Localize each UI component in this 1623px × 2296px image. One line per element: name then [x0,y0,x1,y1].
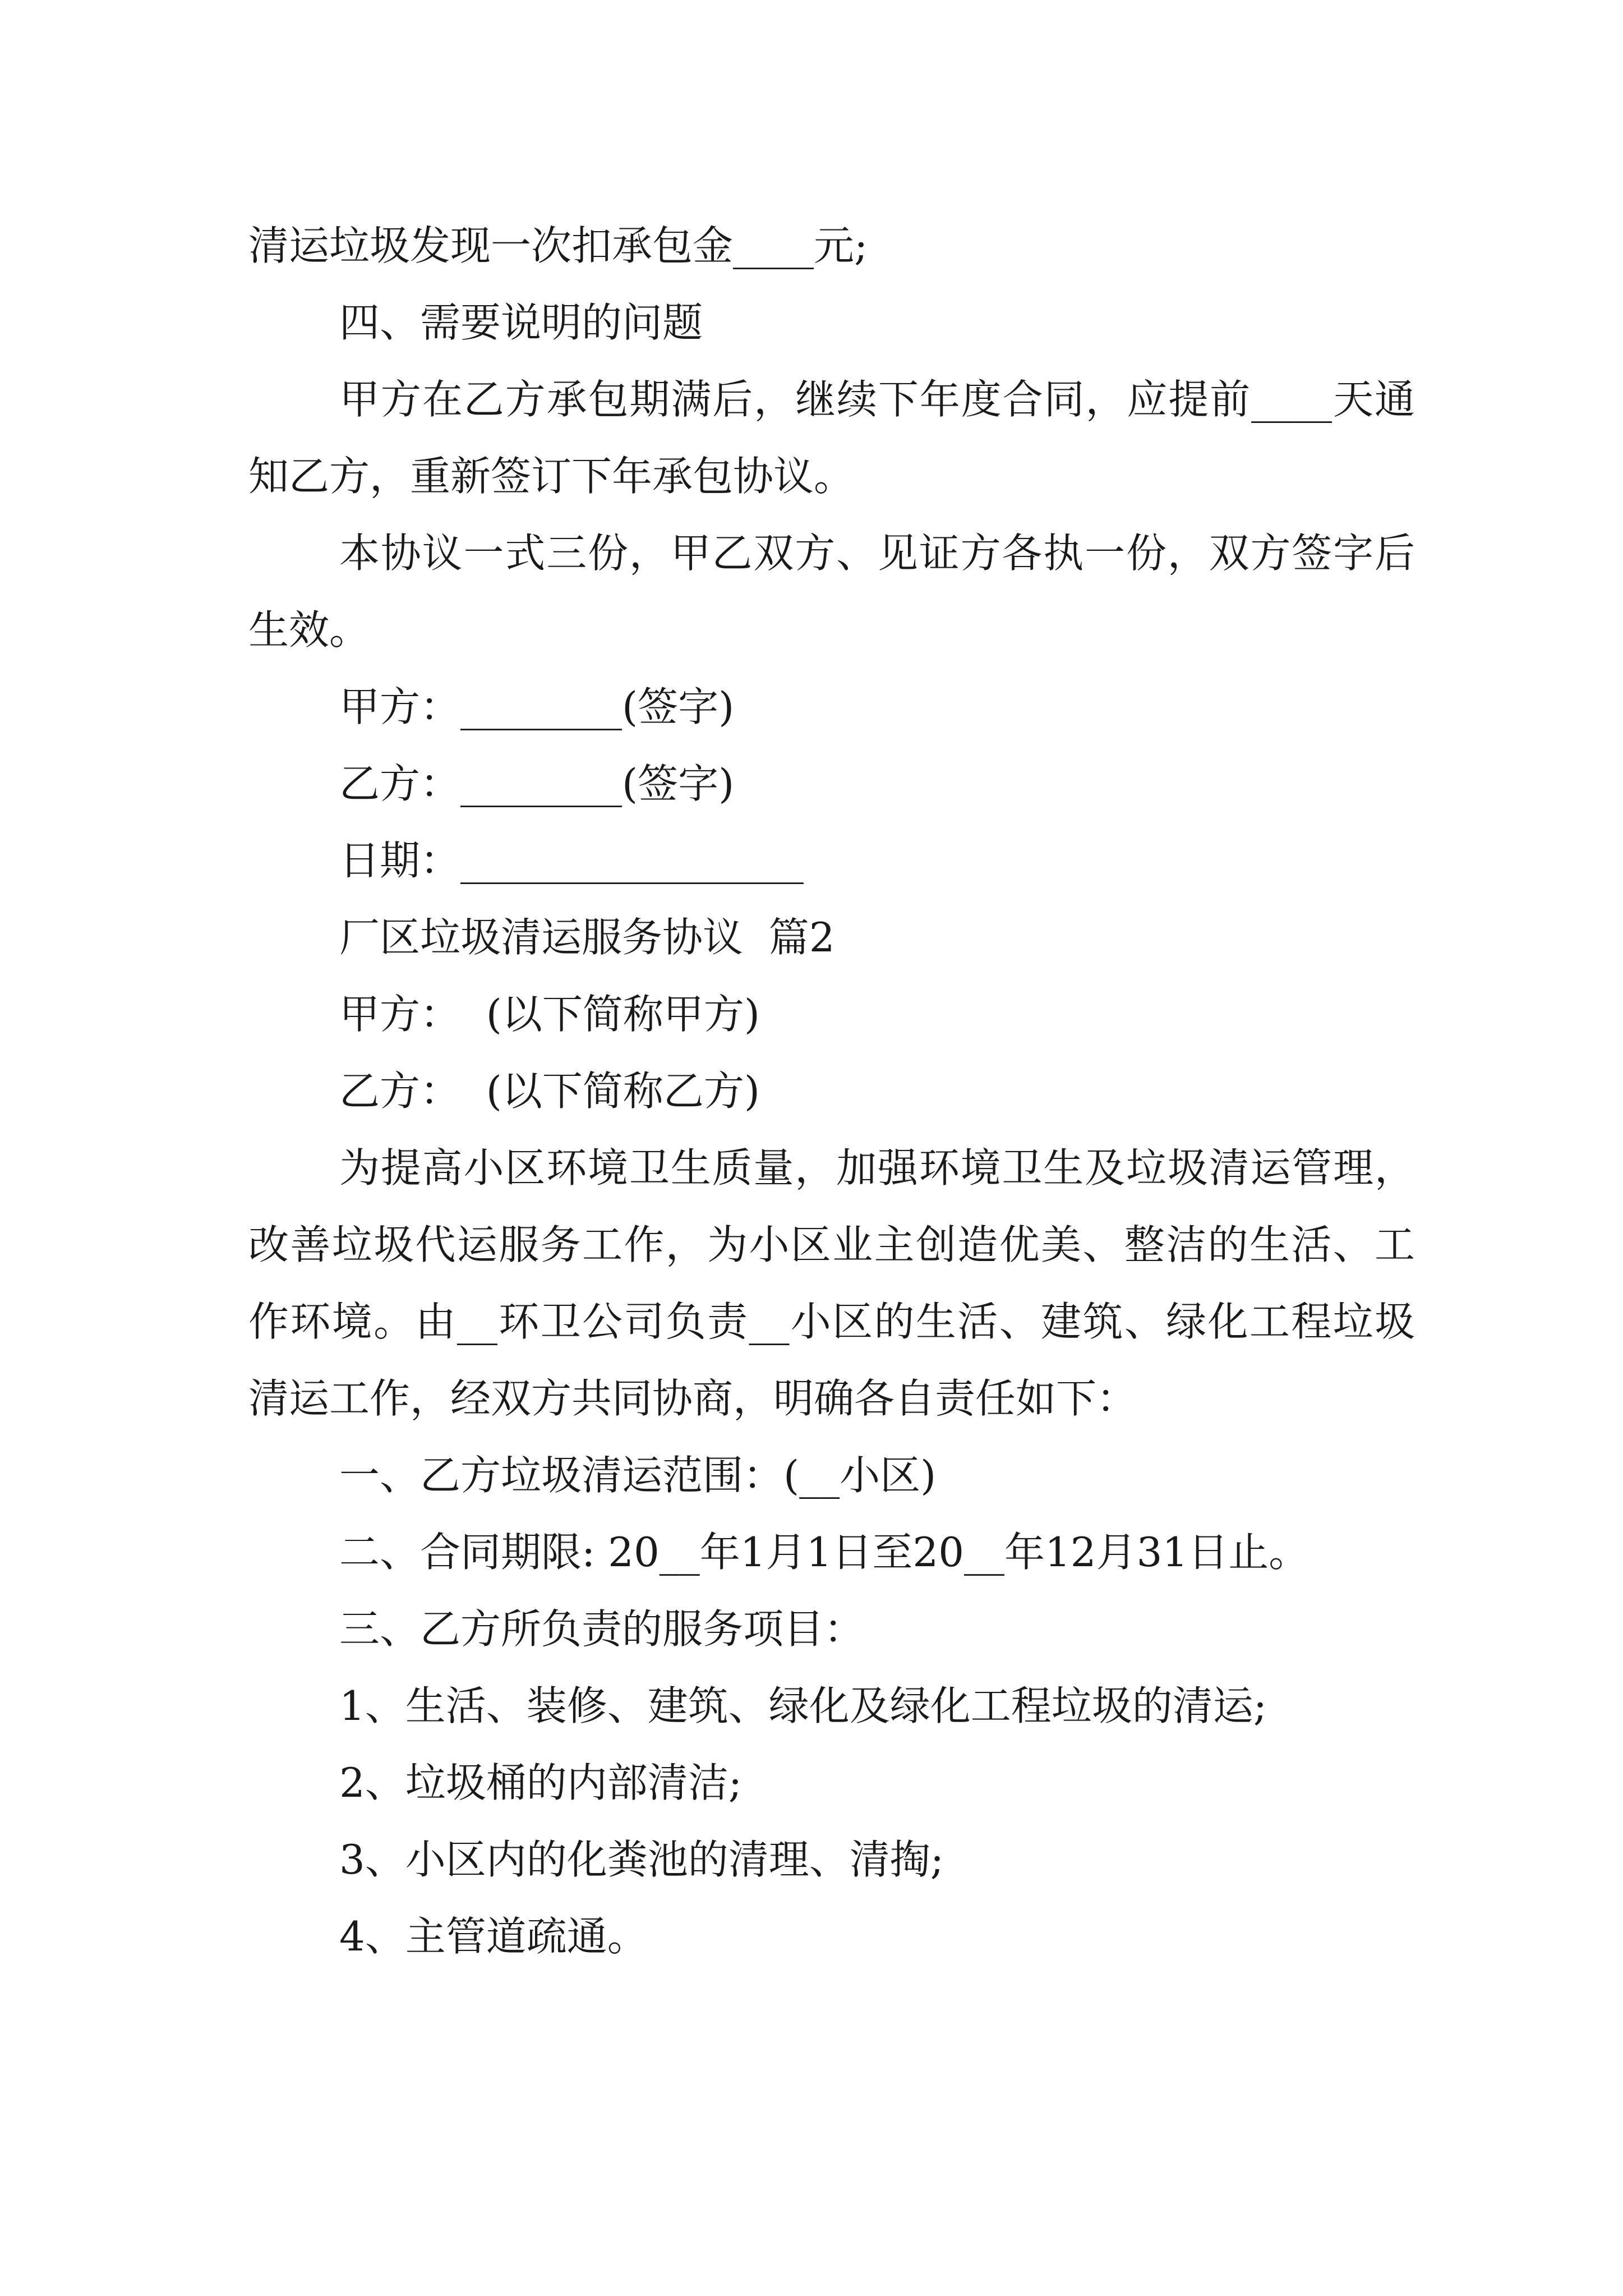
list-item: 3、小区内的化粪池的清理、清掏; [339,1836,944,1883]
document-body [248,208,1415,1975]
paragraph-3: 甲方在乙方承包期满后，继续下年度合同，应提前____天通知乙方，重新签订下年承包协议。 [248,376,1415,500]
section-heading: 厂区垃圾清运服务协议 篇2 [339,914,835,961]
list-item: 2、垃圾桶的内部清洁; [339,1759,743,1806]
paragraph-2: 四、需要说明的问题 [339,299,703,346]
paragraph-1: 清运垃圾发现一次扣承包金____元; [248,222,868,269]
paragraph-preamble: 为提高小区环境卫生质量，加强环境卫生及垃圾清运管理，改善垃圾代运服务工作，为小区业主创造优美、整洁的生活、工作环境。由__环卫公司负责__小区的生活、建筑、绿化工程垃圾清运工作，经双方共同协商，明确各自责任如下： [248,1144,1415,1422]
date-line: 日期：_________________ [339,837,804,884]
clause-scope: 一、乙方垃圾清运范围：(__小区) [339,1452,937,1499]
signature-line-party-b: 乙方：________(签字) [339,760,735,807]
party-b-line: 乙方： (以下简称乙方) [339,1068,760,1115]
paragraph-4: 本协议一式三份，甲乙双方、见证方各执一份，双方签字后生效。 [248,530,1415,654]
clause-services-heading: 三、乙方所负责的服务项目： [339,1605,865,1653]
list-item: 1、生活、装修、建筑、绿化及绿化工程垃圾的清运; [339,1682,1267,1729]
clause-term: 二、合同期限: 20__年1月1日至20__年12月31日止。 [339,1529,1310,1576]
signature-line-party-a: 甲方：________(签字) [339,683,735,730]
list-item: 4、主管道疏通。 [339,1913,648,1960]
party-a-line: 甲方： (以下简称甲方) [339,991,760,1038]
